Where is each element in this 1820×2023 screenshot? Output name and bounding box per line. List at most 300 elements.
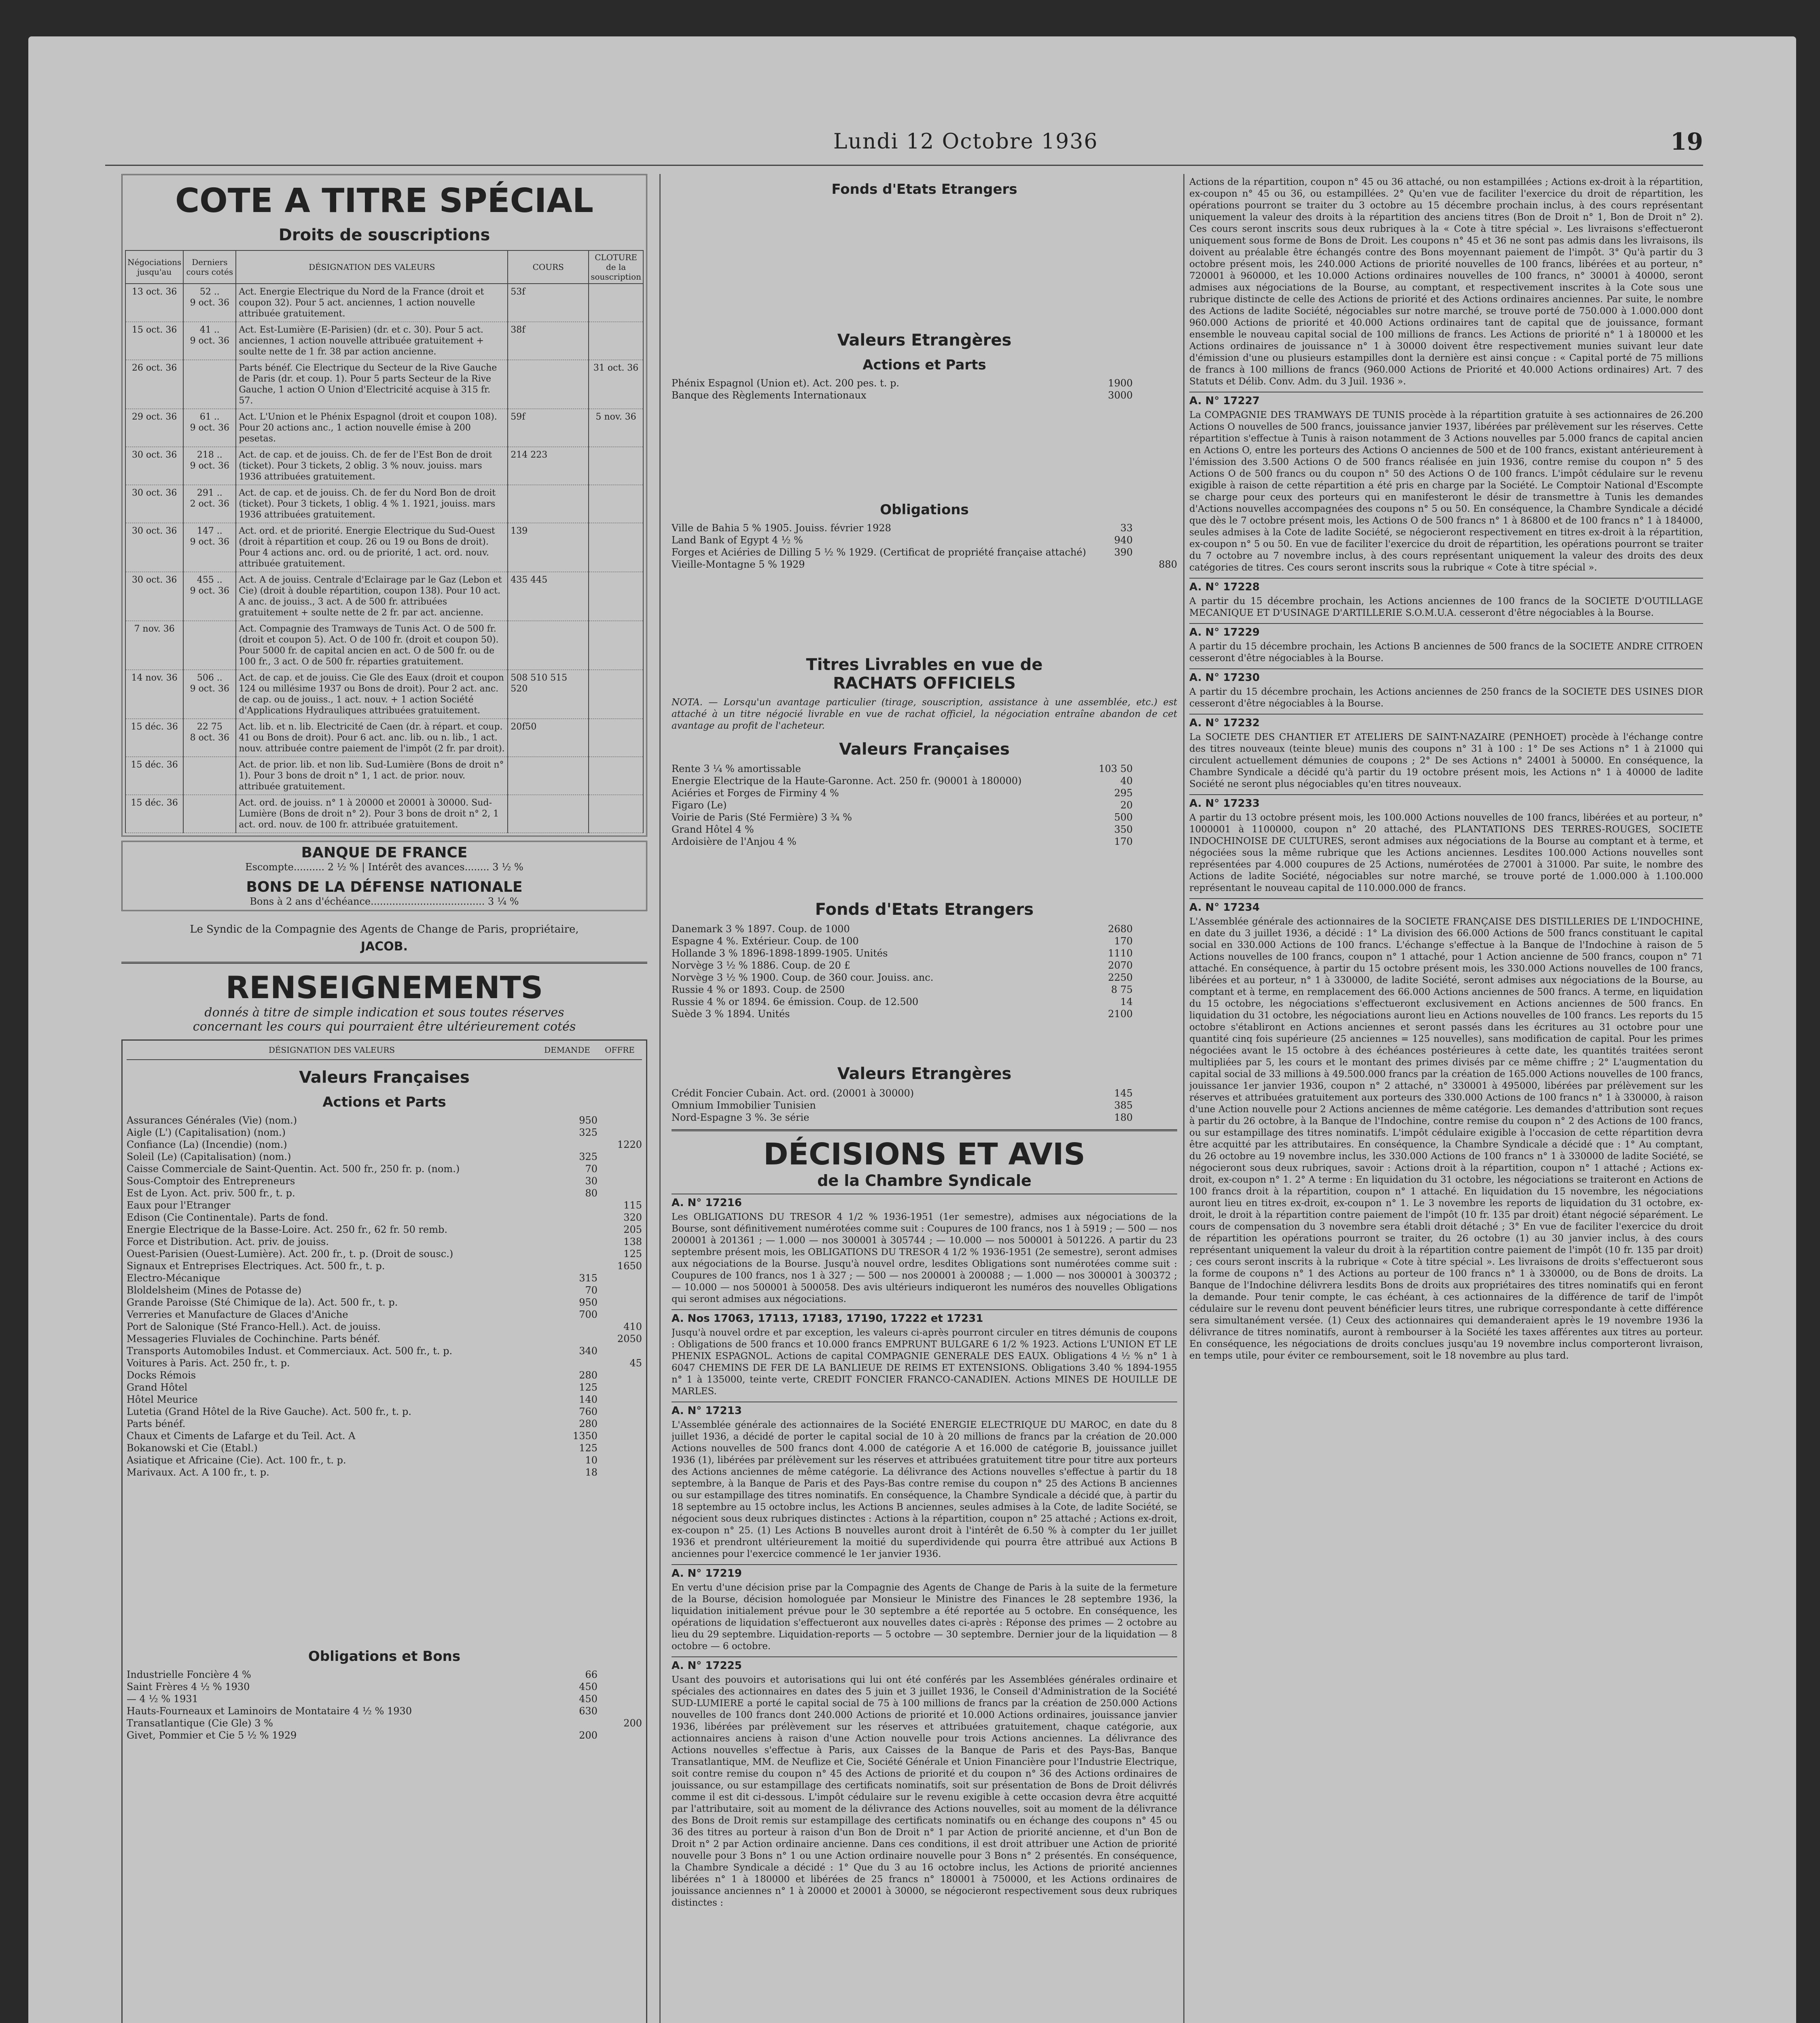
item-value: 315 — [579, 1272, 597, 1284]
avis-reference: A. Nos 17063, 17113, 17183, 17190, 17222 et 17231 — [672, 1309, 1177, 1325]
row-designation: Act. de cap. et de jouiss. Ch. de fer de l'Est Bon de droit (ticket). Pour 3 tickets, 2 oblig. 3 % nouv. jouiss. mars 1936 attribuées gratuitement. — [236, 447, 508, 485]
list-item — [127, 1466, 642, 1478]
item-name: Edison (Cie Continentale). Parts de fond. — [127, 1212, 328, 1223]
item-name: Bloldelsheim (Mines de Potasse de) — [127, 1285, 302, 1296]
valeurs-francaises-heading: Valeurs Françaises — [299, 1068, 470, 1087]
list-item — [127, 1175, 642, 1187]
avis-text: Les OBLIGATIONS DU TRESOR 4 1/2 % 1936-1951 (1er semestre), admises aux négociations de la Bourse, sont définitivement numérotées comme suit : Coupures de 100 francs, nos 1 à 5919 ; — 500 — nos 200001 à 201361 ; — 1.000 — nos 300001 à 305744 ; — 10.000 — nos 500001 à 501226. A partir du 23 septembre présent mois, les OBLIGATIONS DU TRESOR 4 1/2 % 1936-1951 (2e semestre), seront admises aux négociations de la Bourse. Jusqu'à nouvel ordre, lesdites Obligations sont numérotées comme suit : Coupures de 100 francs, nos 1 à 327 ; — 500 — nos 200001 à 200088 ; — 1.000 — nos 300001 à 300372 ; — 10.000 — nos 500001 à 500058. Des avis ultérieurs indiqueront les numéros des nouvelles Obligations qui seront admises aux négociations. — [672, 1212, 1177, 1304]
row-designation: Act. Energie Electrique du Nord de la France (droit et coupon 32). Pour 5 act. anciennes, 1 action nouvelle attribuée gratuitement. — [236, 284, 508, 322]
row-cloture — [589, 485, 643, 523]
item-name: Figaro (Le) — [672, 799, 727, 811]
list-item — [672, 996, 1177, 1008]
item-value: 280 — [579, 1418, 597, 1429]
item-name: Russie 4 % or 1893. Coup. de 2500 — [672, 984, 845, 995]
item-value: 325 — [579, 1151, 597, 1162]
item-name: Marivaux. Act. A 100 fr., t. p. — [127, 1467, 269, 1478]
list-item — [672, 546, 1177, 558]
item-name: Vieille-Montagne 5 % 1929 — [672, 559, 805, 570]
item-value-2: 880 — [1159, 559, 1177, 570]
cote-row — [125, 523, 643, 572]
item-name: Voitures à Paris. Act. 250 fr., t. p. — [127, 1357, 290, 1369]
fonds-etrangers-heading-2: Fonds d'Etats Etrangers — [815, 900, 1034, 919]
item-name: Hollande 3 % 1896-1898-1899-1905. Unités — [672, 948, 888, 959]
rachats-heading-2: RACHATS OFFICIELS — [833, 674, 1016, 693]
item-name: Hauts-Fourneaux et Laminoirs de Montataire 4 ½ % 1930 — [127, 1705, 412, 1717]
item-value: 950 — [579, 1115, 597, 1126]
list-item — [672, 971, 1177, 984]
item-value: 14 — [1120, 996, 1133, 1007]
item-name: Asiatique et Africaine (Cie). Act. 100 fr., t. p. — [127, 1455, 346, 1466]
item-value: 940 — [1114, 534, 1133, 546]
item-value: 125 — [579, 1382, 597, 1393]
list-item — [127, 1693, 642, 1705]
souscriptions-table — [125, 250, 644, 833]
row-cloture — [589, 621, 643, 670]
item-name: Transports Automobiles Indust. et Commerciaux. Act. 500 fr., t. p. — [127, 1345, 453, 1357]
list-item — [127, 1296, 642, 1308]
avis-reference: A. N° 17219 — [672, 1564, 1177, 1580]
row-cloture — [589, 322, 643, 360]
list-item — [127, 1333, 642, 1345]
row-designation: Act. A de jouiss. Centrale d'Eclairage par le Gaz (Lebon et Cie) (droit à double répartition, coupon 138). Pour 10 act. A anc. de jouiss., 3 act. A de 500 fr. attribuées gratuitement + soulte nette de 2 fr. par act. ancienne. — [236, 572, 508, 621]
avis-reference: A. N° 17232 — [1189, 714, 1703, 729]
list-item — [127, 1381, 642, 1393]
avis-text: L'Assemblée générale des actionnaires de la SOCIETE FRANÇAISE DES DISTILLERIES DE L'INDOCHINE, en date du 3 juillet 1936, a décidé : 1° La division des 66.000 Actions de 500 francs constituant le capital social en 330.000 Actions de 100 francs. L'échange s'effectue à la Banque de l'Indochine à raison de 5 Actions nouvelles de 100 francs, coupon n° 1 attaché, pour 1 Action ancienne de 500 francs, coupon n° 71 attaché. En conséquence, à partir du 15 octobre présent mois, les 330.000 Actions nouvelles de 100 francs, libérées et au porteur, n° 1 à 330000, de ladite Société, seront admises aux négociations de la Bourse, au comptant et à terme, en remplacement des 66.000 Actions anciennes de 500 francs. A terme, en liquidation du 15 octobre, les négociations s'effectueront exclusivement en Actions anciennes de 500 francs. En liquidation du 31 octobre, les négociations auront lieu en Actions nouvelles de 100 francs. Les reports du 15 octobre s'établiront en Actions anciennes et seront passés dans les écritures au 31 octobre pour une quantité cinq fois supérieure (25 anciennes = 125 nouvelles), sans modification de capital. Pour les primes négociées avant le 15 octobre à des échéances postérieures à cette date, les quantités traitées seront multipliées par 5, les cours et le montant des primes divisés par ce même chiffre ; 2° L'augmentation du capital social de 33 millions à 49.500.000 francs par la création de 165.000 Actions nouvelles de 100 francs, jouissance 1er janvier 1936, coupon n° 2 attaché, n° 330001 à 495000, libérées par prélèvement sur les réserves et attribuées gratuitement aux porteurs des 330.000 Actions de 100 francs n° 1 à 330000, à raison d'une Action nouvelle pour 2 Actions anciennes de même catégorie. Les demandes d'attribution sont reçues à partir du 26 octobre, à la Banque de l'Indochine, contre remise du coupon n° 2 des Actions de 100 francs, ou sur estampillage des titres nominatifs. L'impôt cédulaire exigible à l'occasion de cette répartition devra être acquitté par les attributaires. En conséquence, la Chambre Syndicale a décidé que : 1° Au comptant, du 26 octobre au 19 novembre inclus, les 330.000 Actions de 100 francs n° 1 à 330000 de ladite Société, se négocieront sous deux rubriques, savoir : Actions droit à la répartition, coupon n° 1 attaché ; Actions ex-droit, ex-coupon n° 1. 2° A terme : En liquidation du 31 octobre, les négociations se traiteront en Actions de 100 francs droit à la répartition, coupon n° 1 attaché. En liquidation du 15 novembre, les négociations auront lieu en titres ex-droit, ex-coupon n° 1. Le 3 novembre les reports de liquidation du 31 octobre, ex-droit, le droit à la répartition contre paiement de l'impôt (10 fr. 135 par droit) étant négocié séparément. Le cours de compensation du 3 novembre sera établi droit détaché ; 3° En vue de faciliter l'exercice du droit de répartition les opérations pourront se traiter, du 26 octobre (1) au 30 janvier inclus, à des cours représentant uniquement la valeur du droit à la répartition contre paiement de l'impôt (10 fr. 135 par droit) ; ces cours seront inscrits à la rubrique « Cote à titre spécial ». Les livraisons de droits s'effectueront sous la forme de coupons n° 1 des Actions au porteur de 100 francs n° 1 à 330000, ou de Bons de droits. La Banque de l'Indochine délivrera lesdits Bons de droits aux propriétaires des titres nominatifs qui en feront la demande. Pour tenir compte, le cas échéant, à ces actionnaires de la différence de tarif de l'impôt cédulaire sur le revenu dont peuvent bénéficier leurs titres, une rubrique correspondante à cette différence sera simultanément versée. (1) Ceux des actionnaires qui demanderaient après le 19 novembre 1936 la délivrance de titres nominatifs, auront à rembourser à la Société les taxes afférentes aux titres au porteur. En conséquence, les négociations de droits conclues jusqu'au 19 novembre inclus comporteront livraison, en temps utile, pour éviter ce remboursement, soit le 18 novembre au plus tard. — [1189, 916, 1703, 1361]
list-item — [127, 1211, 642, 1224]
item-name: Nord-Espagne 3 %. 3e série — [672, 1112, 809, 1123]
avis-text: La COMPAGNIE DES TRAMWAYS DE TUNIS procède à la répartition gratuite à ses actionnaires de 26.200 Actions O nouvelles de 500 francs, jouissance janvier 1937, libérées par prélèvement sur les réserves. Cette répartition s'effectue à Tunis à raison notamment de 3 Actions nouvelles par 5.000 francs de capital ancien en Actions O, entre les porteurs des Actions O anciennes de 500 et de 100 francs, existant antérieurement à l'émission des 3.500 Actions O de 500 francs réalisée en juin 1936, contre remise du coupon n° 5 des Actions O de 500 francs ou du coupon n° 50 des Actions O de 100 francs. L'impôt cédulaire sur le revenu exigible à raison de cette répartition a été pris en charge par la Société. Le Comptoir National d'Escompte se charge pour ceux des porteurs qui en manifesteront le désir de transmettre à Tunis les demandes d'Actions nouvelles accompagnées des coupons n° 5 ou 50. En conséquence, la Chambre Syndicale a décidé que dès le 7 octobre présent mois, les Actions O de 500 francs n° 1 à 86800 et de 100 francs n° 1 à 184000, seules admises à la Cote de ladite Société, se négocieront respectivement en titres ex-droit à la répartition, ex-coupon n° 5 ou 50. En vue de faciliter l'exercice du droit de répartition, les opérations pourront se traiter du 7 octobre au 7 novembre inclus, à des cours représentant uniquement la valeur des droits des deux catégories de titres. Ces cours seront inscrits sous la rubrique « Cote à titre spécial ». — [1189, 410, 1703, 573]
column-divider — [1183, 174, 1184, 2023]
item-name: Port de Salonique (Sté Franco-Hell.). Act. de jouiss. — [127, 1321, 381, 1332]
row-cloture — [589, 284, 643, 322]
item-name: Danemark 3 % 1897. Coup. de 1000 — [672, 923, 850, 935]
item-name: Verreries et Manufacture de Glaces d'Aniche — [127, 1309, 348, 1320]
item-value: 170 — [1114, 836, 1133, 847]
item-name: Soleil (Le) (Capitalisation) (nom.) — [127, 1151, 291, 1162]
row-designation: Act. ord. et de priorité. Energie Electrique du Sud-Ouest (droit à répartition et coup. 26 ou 19 ou Bons de droit). Pour 4 actions anc. ord. ou de priorité, 1 act. ord. nouv. attribuée gratuitement. — [236, 523, 508, 572]
avis-reference: A. N° 17234 — [1189, 898, 1703, 914]
row-cours — [508, 485, 589, 523]
list-item — [672, 787, 1177, 799]
list-item — [127, 1224, 642, 1236]
item-value-2: 200 — [623, 1718, 642, 1729]
item-value: 630 — [579, 1705, 597, 1717]
list-item — [672, 1087, 1177, 1099]
item-value-2: 125 — [623, 1248, 642, 1260]
cote-row — [125, 360, 643, 409]
row-date: 26 oct. 36 — [125, 360, 183, 409]
item-value: 2100 — [1108, 1008, 1133, 1020]
page-number: 19 — [1670, 128, 1703, 155]
nota-text: NOTA. — Lorsqu'un avantage particulier (tirage, souscription, assistance à une assemblée, etc.) est attaché à un titre négocié livrable en vue de rachat officiel, la négociation entraîne abandon de cet avantage au profit de l'acheteur. — [672, 697, 1177, 731]
cote-subtitle: Droits de souscriptions — [278, 226, 490, 244]
header-demande: DEMANDE — [544, 1045, 590, 1055]
avis-reference: A. N° 17213 — [672, 1402, 1177, 1417]
item-name: Force et Distribution. Act. priv. de jouiss. — [127, 1236, 329, 1247]
row-cloture — [589, 757, 643, 795]
row-last-cours: 291 .. 2 oct. 36 — [183, 485, 236, 523]
avis-reference: A. N° 17229 — [1189, 623, 1703, 638]
row-cours: 38f — [508, 322, 589, 360]
avis-reference: A. N° 17228 — [1189, 578, 1703, 593]
list-item — [127, 1717, 642, 1729]
row-cours — [508, 360, 589, 409]
item-name: Givet, Pommier et Cie 5 ½ % 1929 — [127, 1730, 297, 1741]
row-cours — [508, 621, 589, 670]
cote-header-cell: Négociations jusqu'au — [125, 250, 183, 284]
fonds-etrangers-heading-1: Fonds d'Etats Etrangers — [831, 181, 1017, 197]
avis-text: Usant des pouvoirs et autorisations qui lui ont été conférés par les Assemblées générales ordinaire et spéciales des actionnaires en dates des 5 juin et 3 juillet 1936, le Conseil d'Administration de la Société SUD-LUMIERE a porté le capital social de 75 à 100 millions de francs par la création de 250.000 Actions nouvelles de 100 francs dont 240.000 Actions de priorité et 10.000 Actions ordinaires, jouissance janvier 1936, libérées par prélèvement sur les réserves et attribuées gratuitement, chaque catégorie, aux actionnaires anciens à raison d'une Action nouvelle pour trois Actions anciennes. La délivrance des Actions nouvelles s'effectue à Paris, aux Caisses de la Banque de Paris et des Pays-Bas, Banque Transatlantique, MM. de Neuflize et Cie, Société Générale et Union Financière pour l'Industrie Electrique, soit contre remise du coupon n° 45 des Actions de priorité et du coupon n° 36 des Actions ordinaires de jouissance, ou sur estampillage des certificats nominatifs, soit sur présentation de Bons de Droit délivrés comme il est dit ci-dessous. L'impôt cédulaire sur le revenu exigible à cette occasion devra être acquitté par l'attributaire, soit au moment de la délivrance des Actions nouvelles, soit au moment de la délivrance des Bons de Droit remis sur estampillage des certificats nominatifs ou en échange des coupons n° 45 ou 36 des titres au porteur à raison d'un Bon de Droit n° 1 par Action de priorité ancienne, et d'un Bon de Droit n° 2 par Action ordinaire ancienne. Dans ces conditions, il est droit attribuer une Action de priorité nouvelle pour 3 Bons n° 1 ou une Action ordinaire nouvelle pour 3 Bons n° 2 présentés. En conséquence, la Chambre Syndicale a décidé : 1° Que du 3 au 16 octobre inclus, les Actions de priorité anciennes libérées n° 1 à 180000 et libérées de 25 francs n° 180001 à 750000, et les Actions ordinaires de jouissance anciennes n° 1 à 20000 et 20001 à 30000, se négocieront respectivement sous deux rubriques distinctes : — [672, 1675, 1177, 1908]
item-value: 140 — [579, 1394, 597, 1405]
item-value-2: 115 — [623, 1200, 642, 1211]
actions-parts-heading: Actions et Parts — [322, 1094, 446, 1110]
valeurs-francaises-heading-2: Valeurs Françaises — [839, 740, 1010, 759]
item-name: Messageries Fluviales de Cochinchine. Parts bénéf. — [127, 1333, 380, 1344]
avis-text: La SOCIETE DES CHANTIER ET ATELIERS DE SAINT-NAZAIRE (PENHOET) procède à l'échange contre des titres nouveaux (teinte bleue) munis des coupons n° 31 à 100 : 1° De ses Actions n° 1 à 21000 qui circulent actuellement démunies de coupons ; 2° De ses Actions n° 24001 à 50000. En conséquence, la Chambre Syndicale a décidé qu'à partir du 19 octobre présent mois, les Actions n° 1 à 40000 de ladite Société ne seront plus négociables qu'en titres nouveaux. — [1189, 732, 1703, 789]
row-cours: 435 445 — [508, 572, 589, 621]
item-name: Ardoisière de l'Anjou 4 % — [672, 836, 797, 847]
list-item — [127, 1248, 642, 1260]
decisions-title: DÉCISIONS ET AVIS — [763, 1137, 1085, 1172]
row-cours: 214 223 — [508, 447, 589, 485]
item-name: Energie Electrique de la Haute-Garonne. Act. 250 fr. (90001 à 180000) — [672, 775, 1022, 787]
row-last-cours: 506 .. 9 oct. 36 — [183, 670, 236, 719]
header-offre: OFFRE — [605, 1045, 635, 1055]
list-item — [127, 1669, 642, 1681]
item-value: 180 — [1114, 1112, 1133, 1123]
row-cours — [508, 795, 589, 833]
list-item — [672, 775, 1177, 787]
list-item — [672, 811, 1177, 823]
list-item — [672, 923, 1177, 935]
item-value: 30 — [585, 1175, 597, 1187]
cote-row — [125, 795, 643, 833]
list-item — [672, 763, 1177, 775]
item-name: Sous-Comptoir des Entrepreneurs — [127, 1175, 295, 1187]
row-cours: 59f — [508, 409, 589, 447]
item-name: Est de Lyon. Act. priv. 500 fr., t. p. — [127, 1188, 295, 1199]
avis-reference: A. N° 17230 — [1189, 668, 1703, 684]
item-name: Land Bank of Egypt 4 ½ % — [672, 534, 803, 546]
header-designation: DÉSIGNATION DES VALEURS — [268, 1045, 395, 1055]
row-last-cours: 61 .. 9 oct. 36 — [183, 409, 236, 447]
list-item — [672, 389, 1177, 401]
avis-reference: A. N° 17227 — [1189, 392, 1703, 407]
renseignements-title: RENSEIGNEMENTS — [225, 969, 543, 1005]
item-value: 40 — [1120, 775, 1133, 787]
cote-row — [125, 719, 643, 757]
renseignements-subtitle-1: donnés à titre de simple indication et sous toutes réserves — [204, 1005, 564, 1020]
item-value: 1110 — [1108, 948, 1133, 959]
avis-reference: A. N° 17233 — [1189, 794, 1703, 810]
item-name: Omnium Immobilier Tunisien — [672, 1100, 816, 1111]
item-value: 80 — [585, 1188, 597, 1199]
item-name: Lutetia (Grand Hôtel de la Rive Gauche). Act. 500 fr., t. p. — [127, 1406, 412, 1417]
item-value-2: 1650 — [617, 1260, 642, 1272]
row-last-cours: 52 .. 9 oct. 36 — [183, 284, 236, 322]
item-value: 200 — [579, 1730, 597, 1741]
cote-header-cell: CLOTURE de la souscription — [589, 250, 643, 284]
bons-title: BONS DE LA DÉFENSE NATIONALE — [246, 879, 523, 895]
item-value: 8 75 — [1111, 984, 1133, 995]
list-item — [672, 534, 1177, 546]
item-name: Hôtel Meurice — [127, 1394, 198, 1405]
item-value-2: 1220 — [617, 1139, 642, 1150]
row-date: 15 déc. 36 — [125, 719, 183, 757]
item-name: Suède 3 % 1894. Unités — [672, 1008, 790, 1020]
list-item — [127, 1151, 642, 1163]
item-value-2: 2050 — [617, 1333, 642, 1344]
valeurs-etrangeres-heading-2: Valeurs Etrangères — [837, 1065, 1012, 1083]
cote-row — [125, 322, 643, 360]
row-designation: Act. de cap. et de jouiss. Ch. de fer du Nord Bon de droit (ticket). Pour 3 tickets, 1 oblig. 4 % 1. 1921, jouiss. mars 1936 attribuées gratuitement. — [236, 485, 508, 523]
row-last-cours — [183, 757, 236, 795]
cote-row — [125, 621, 643, 670]
row-date: 15 oct. 36 — [125, 322, 183, 360]
cote-title: COTE A TITRE SPÉCIAL — [175, 182, 594, 220]
item-name: Chaux et Ciments de Lafarge et du Teil. Act. A — [127, 1430, 356, 1442]
item-value: 33 — [1120, 522, 1133, 534]
list-item — [672, 823, 1177, 835]
item-value: 10 — [585, 1455, 597, 1466]
item-name: Norvège 3 ½ % 1900. Coup. de 360 cour. Jouiss. anc. — [672, 972, 934, 983]
item-name: Forges et Aciéries de Dilling 5 ½ % 1929. (Certificat de propriété française attaché) — [672, 547, 1086, 558]
item-name: Grande Paroisse (Sté Chimique de la). Act. 500 fr., t. p. — [127, 1297, 398, 1308]
cote-header-cell: COURS — [508, 250, 589, 284]
row-cours — [508, 757, 589, 795]
item-value: 103 50 — [1099, 763, 1133, 774]
item-value: 760 — [579, 1406, 597, 1417]
syndic-name: JACOB. — [360, 939, 408, 954]
item-name: Banque des Règlements Internationaux — [672, 390, 867, 401]
page-date: Lundi 12 Octobre 1936 — [833, 129, 1098, 154]
list-item — [127, 1454, 642, 1466]
item-name: Norvège 3 ½ % 1886. Coup. de 20 £ — [672, 960, 850, 971]
list-item — [127, 1187, 642, 1199]
item-value: 385 — [1114, 1100, 1133, 1111]
item-name: Aciéries et Forges de Firminy 4 % — [672, 787, 839, 799]
renseignements-table — [121, 1039, 647, 2023]
list-item — [672, 1008, 1177, 1020]
row-designation: Act. de cap. et de jouiss. Cie Gle des Eaux (droit et coupon 124 ou millésime 1937 ou Bons de droit). Pour 2 act. anc. de cap. ou de jouiss., 1 act. nouv. + 1 action Société d'Applications Hydrauliques attribuées gratuitement. — [236, 670, 508, 719]
list-item — [127, 1114, 642, 1126]
item-value: 950 — [579, 1297, 597, 1308]
item-name: Grand Hôtel — [127, 1382, 188, 1393]
actions-parts-heading-2: Actions et Parts — [862, 357, 986, 373]
item-name: Aigle (L') (Capitalisation) (nom.) — [127, 1127, 286, 1138]
avis-text: En vertu d'une décision prise par la Compagnie des Agents de Change de Paris à la suite de la fermeture de la Bourse, décision homologuée par Monsieur le Ministre des Finances le 28 septembre 1936, la liquidation initialement prévue pour le 30 septembre a été reportée au 5 octobre. En conséquence, les opérations de liquidation s'effectueront aux nouvelles dates ci-après : Réponse des primes — 2 octobre au lieu du 29 septembre. Liquidation-reports — 5 octobre — 30 septembre. Dernier jour de la liquidation — 8 octobre — 6 octobre. — [672, 1582, 1177, 1652]
item-name: Electro-Mécanique — [127, 1272, 220, 1284]
row-designation: Act. Compagnie des Tramways de Tunis Act. O de 500 fr. (droit et coupon 5). Act. O de 100 fr. (droit et coupon 50). Pour 5000 fr. de capital ancien en act. O de 500 fr. ou de 100 fr., 3 act. O de 500 fr. réparties gratuitement. — [236, 621, 508, 670]
list-item — [127, 1236, 642, 1248]
item-name: Docks Rémois — [127, 1370, 196, 1381]
syndic-line: Le Syndic de la Compagnie des Agents de Change de Paris, propriétaire, — [190, 923, 579, 935]
list-item — [672, 522, 1177, 534]
list-item — [127, 1393, 642, 1406]
row-cours: 508 510 515 520 — [508, 670, 589, 719]
row-cloture — [589, 447, 643, 485]
list-item — [127, 1729, 642, 1741]
item-value-2: 45 — [629, 1357, 642, 1369]
row-date: 13 oct. 36 — [125, 284, 183, 322]
list-item — [127, 1357, 642, 1369]
item-name: Industrielle Foncière 4 % — [127, 1669, 251, 1680]
item-value: 450 — [579, 1681, 597, 1692]
row-cours: 53f — [508, 284, 589, 322]
list-item — [127, 1260, 642, 1272]
item-name: — 4 ½ % 1931 — [127, 1693, 198, 1705]
item-name: Phénix Espagnol (Union et). Act. 200 pes. t. p. — [672, 377, 900, 389]
avis-text: Jusqu'à nouvel ordre et par exception, les valeurs ci-après pourront circuler en titres démunis de coupons : Obligations de 500 francs et 10.000 francs EMPRUNT BULGARE 6 1/2 % 1923. Actions L'UNION ET LE PHENIX ESPAGNOL. Actions de capital COMPAGNIE GENERALE DES EAUX. Obligations 4 ½ % n° 1 à 6047 CHEMINS DE FER DE LA BANLIEUE DE REIMS ET EXTENSIONS. Obligations 3.40 % 1894-1955 n° 1 à 135000, teinte verte, CREDIT FONCIER FRANCO-CANADIEN. Actions MINES DE HOUILLE DE MARLES. — [672, 1327, 1177, 1397]
list-item — [672, 377, 1177, 389]
row-date: 14 nov. 36 — [125, 670, 183, 719]
row-last-cours: 147 .. 9 oct. 36 — [183, 523, 236, 572]
cote-header-cell: DÉSIGNATION DES VALEURS — [236, 250, 508, 284]
item-value: 390 — [1114, 547, 1133, 558]
column-divider — [659, 174, 661, 2023]
item-name: Energie Electrique de la Basse-Loire. Act. 250 fr., 62 fr. 50 remb. — [127, 1224, 447, 1235]
rachats-heading-1: Titres Livrables en vue de — [806, 655, 1043, 674]
row-designation: Parts bénéf. Cie Electrique du Secteur de la Rive Gauche de Paris (dr. et coup. 1). Pour 5 parts Secteur de la Rive Gauche, 1 action O Union d'Electricité acquise à 315 fr. 57. — [236, 360, 508, 409]
avis-text: A partir du 15 décembre prochain, les Actions anciennes de 100 francs de la SOCIETE D'OUTILLAGE MECANIQUE ET D'USINAGE D'ARTILLERIE S.O.M.U.A. cesseront d'être négociables à la Bourse. — [1189, 596, 1703, 618]
item-name: Ville de Bahia 5 % 1905. Jouiss. février 1928 — [672, 522, 891, 534]
item-value: 500 — [1114, 812, 1133, 823]
item-value: 125 — [579, 1442, 597, 1454]
item-name: Espagne 4 %. Extérieur. Coup. de 100 — [672, 935, 859, 947]
item-name: Grand Hôtel 4 % — [672, 824, 754, 835]
list-item — [127, 1705, 642, 1717]
list-item — [127, 1284, 642, 1296]
list-item — [127, 1442, 642, 1454]
row-date: 29 oct. 36 — [125, 409, 183, 447]
list-item — [127, 1430, 642, 1442]
list-item — [672, 947, 1177, 959]
row-last-cours: 455 .. 9 oct. 36 — [183, 572, 236, 621]
row-cloture — [589, 719, 643, 757]
row-date: 7 nov. 36 — [125, 621, 183, 670]
column-fonds-etrangers — [672, 174, 1177, 2023]
row-designation: Act. L'Union et le Phénix Espagnol (droit et coupon 108). Pour 20 actions anc., 1 action nouvelle émise à 200 pesetas. — [236, 409, 508, 447]
row-designation: Act. lib. et n. lib. Electricité de Caen (dr. à répart. et coup. 41 ou Bons de droit). Pour 6 act. anc. lib. ou n. lib., 1 act. nouv. attribuée contre paiement de l'impôt (2 fr. par droit). — [236, 719, 508, 757]
row-designation: Act. Est-Lumière (E-Parisien) (dr. et c. 30). Pour 5 act. anciennes, 1 action nouvelle attribuée gratuitement + soulte nette de 1 fr. 38 par action ancienne. — [236, 322, 508, 360]
banque-title: BANQUE DE FRANCE — [301, 844, 468, 861]
item-name: Rente 3 ¼ % amortissable — [672, 763, 801, 774]
list-item — [127, 1369, 642, 1381]
obligations-bons-heading: Obligations et Bons — [308, 1648, 461, 1665]
list-item — [672, 935, 1177, 947]
column-decisions-suite — [1189, 174, 1703, 2023]
item-name: Transatlantique (Cie Gle) 3 % — [127, 1718, 273, 1729]
cote-header-cell: Derniers cours cotés — [183, 250, 236, 284]
row-cloture: 31 oct. 36 — [589, 360, 643, 409]
renseignements-subtitle-2: concernant les cours qui pourraient être ultérieurement cotés — [193, 1020, 576, 1034]
item-value-2: 138 — [623, 1236, 642, 1247]
item-name: Ouest-Parisien (Ouest-Lumière). Act. 200 fr., t. p. (Droit de sousc.) — [127, 1248, 453, 1260]
row-cloture — [589, 795, 643, 833]
item-value: 1350 — [572, 1430, 597, 1442]
banque-box — [121, 841, 647, 911]
row-designation: Act. ord. de jouiss. n° 1 à 20000 et 20001 à 30000. Sud-Lumière (Bons de droit n° 2). Pour 3 bons de droit n° 2, 1 act. ord. nouv. de 100 fr. attribuée gratuitement. — [236, 795, 508, 833]
list-item — [127, 1681, 642, 1693]
cote-row — [125, 284, 643, 322]
list-item — [672, 799, 1177, 811]
item-value: 1900 — [1108, 377, 1133, 389]
list-item — [127, 1345, 642, 1357]
list-item — [127, 1126, 642, 1139]
item-value: 70 — [585, 1285, 597, 1296]
cote-row — [125, 670, 643, 719]
item-value: 3000 — [1108, 390, 1133, 401]
row-date: 30 oct. 36 — [125, 572, 183, 621]
row-date: 30 oct. 36 — [125, 447, 183, 485]
row-cours: 20f50 — [508, 719, 589, 757]
list-item — [672, 1099, 1177, 1111]
item-name: Voirie de Paris (Sté Fermière) 3 ¾ % — [672, 812, 852, 823]
list-item — [127, 1308, 642, 1321]
cote-row — [125, 409, 643, 447]
item-value: 66 — [585, 1669, 597, 1680]
row-cloture: 5 nov. 36 — [589, 409, 643, 447]
cote-row — [125, 572, 643, 621]
item-value: 280 — [579, 1370, 597, 1381]
list-item — [127, 1406, 642, 1418]
row-cloture — [589, 670, 643, 719]
decisions-subtitle: de la Chambre Syndicale — [817, 1172, 1032, 1190]
valeurs-etrangeres-heading-1: Valeurs Etrangères — [837, 331, 1012, 350]
avis-reference: A. N° 17216 — [672, 1194, 1177, 1209]
avis-text: A partir du 15 décembre prochain, les Actions B anciennes de 500 francs de la SOCIETE ANDRE CITROEN cesseront d'être négociables à la Bourse. — [1189, 641, 1703, 664]
item-value: 340 — [579, 1345, 597, 1357]
list-item — [127, 1163, 642, 1175]
item-value: 350 — [1114, 824, 1133, 835]
item-value-2: 320 — [623, 1212, 642, 1223]
item-name: Saint Frères 4 ½ % 1930 — [127, 1681, 250, 1692]
obligations-heading: Obligations — [880, 502, 969, 518]
list-item — [127, 1139, 642, 1151]
column-cote-titre-special — [121, 174, 647, 2023]
bons-rate: Bons à 2 ans d'échéance..................................... 3 ¼ % — [250, 896, 519, 907]
item-value: 700 — [579, 1309, 597, 1320]
item-value: 450 — [579, 1693, 597, 1705]
item-name: Caisse Commerciale de Saint-Quentin. Act. 500 fr., 250 fr. p. (nom.) — [127, 1163, 460, 1175]
cote-box — [121, 174, 647, 837]
banque-rates: Escompte.......... 2 ½ % | Intérêt des avances........ 3 ½ % — [245, 861, 523, 873]
item-value: 70 — [585, 1163, 597, 1175]
row-designation: Act. de prior. lib. et non lib. Sud-Lumière (Bons de droit n° 1). Pour 3 bons de droit n° 1, 1 act. de prior. nouv. attribuée gratuitement. — [236, 757, 508, 795]
list-item — [127, 1199, 642, 1211]
avis-text: L'Assemblée générale des actionnaires de la Société ENERGIE ELECTRIQUE DU MAROC, en date du 8 juillet 1936, a décidé de porter le capital social de 10 à 20 millions de francs par la création de 20.000 Actions nouvelles de 500 francs dont 4.000 de catégorie A et 16.000 de catégorie B, jouissance juillet 1936 (1), libérées par prélèvement sur les réserves et attribuées gratuitement titre pour titre aux porteurs des Actions anciennes de même catégorie. La délivrance des Actions nouvelles s'effectue à partir du 18 septembre, à la Banque de Paris et des Pays-Bas contre remise du coupon n° 25 des Actions B anciennes ou sur estampillage des titres nominatifs. En conséquence, la Chambre Syndicale a décidé que, à partir du 18 septembre au 15 octobre inclus, les Actions B anciennes, seules admises à la Cote, de ladite Société, se négocient sous deux rubriques distinctes : Actions à la répartition, coupon n° 25 attaché ; Actions ex-droit, ex-coupon n° 25. (1) Les Actions B nouvelles auront droit à l'intérêt de 6.50 % à compter du 1er juillet 1936 et prendront ultérieurement la moitié du superdividende qui pourra être attribué aux Actions B anciennes pour l'exercice commencé le 1er janvier 1936. — [672, 1420, 1177, 1559]
item-value: 145 — [1114, 1088, 1133, 1099]
row-date: 30 oct. 36 — [125, 523, 183, 572]
item-name: Parts bénéf. — [127, 1418, 186, 1429]
row-date: 30 oct. 36 — [125, 485, 183, 523]
item-value-2: 410 — [623, 1321, 642, 1332]
row-cloture — [589, 572, 643, 621]
row-last-cours — [183, 360, 236, 409]
list-item — [672, 1111, 1177, 1124]
item-name: Signaux et Entreprises Electriques. Act. 500 fr., t. p. — [127, 1260, 385, 1272]
item-value: 295 — [1114, 787, 1133, 799]
cote-row — [125, 757, 643, 795]
avis-reference: A. N° 17225 — [672, 1656, 1177, 1672]
row-date: 15 déc. 36 — [125, 757, 183, 795]
item-name: Confiance (La) (Incendie) (nom.) — [127, 1139, 287, 1150]
item-value: 2070 — [1108, 960, 1133, 971]
row-date: 15 déc. 36 — [125, 795, 183, 833]
item-name: Russie 4 % or 1894. 6e émission. Coup. de 12.500 — [672, 996, 919, 1007]
list-item — [672, 835, 1177, 848]
item-name: Bokanowski et Cie (Etabl.) — [127, 1442, 258, 1454]
